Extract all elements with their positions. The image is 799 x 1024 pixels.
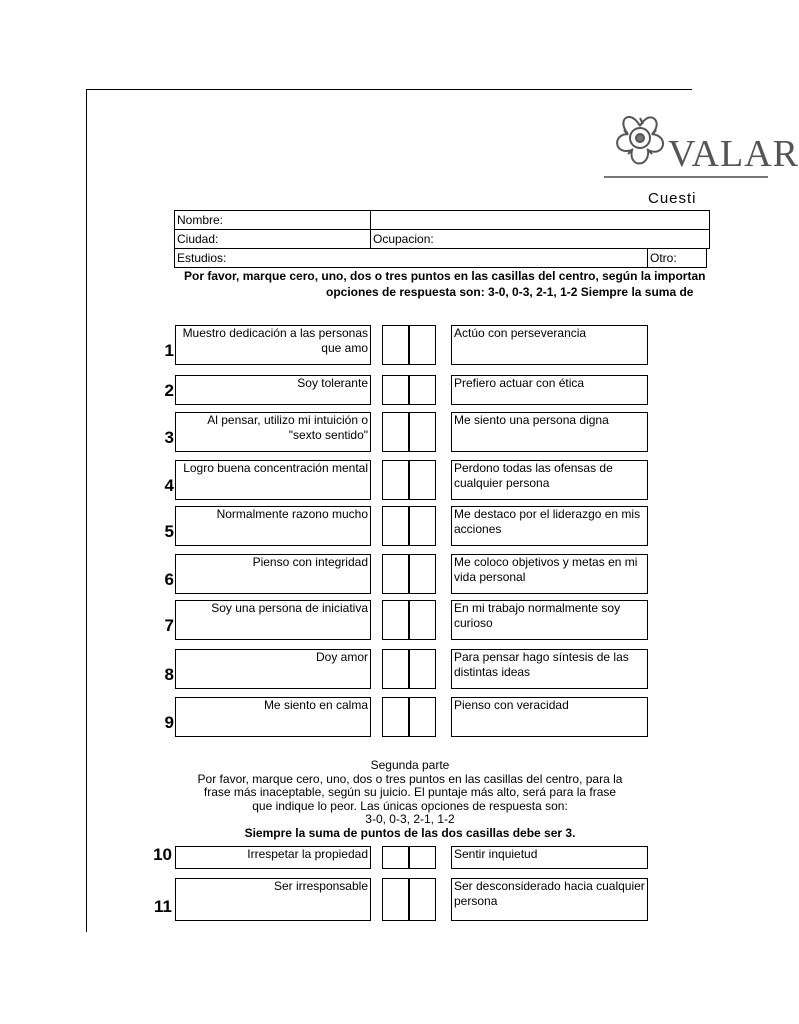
item-number: 6 xyxy=(164,570,174,589)
part2-line-4: 3-0, 0-3, 2-1, 1-2 xyxy=(365,812,455,826)
item-right-statement: Sentir inquietud xyxy=(451,846,648,869)
other-field[interactable]: Otro: xyxy=(647,248,707,268)
item-right-statement: Actúo con perseverancia xyxy=(451,325,648,365)
score-box-left[interactable] xyxy=(382,325,409,365)
page-frame-top xyxy=(86,89,692,90)
score-box-left[interactable] xyxy=(382,697,409,737)
item-right-statement: Me siento una persona digna xyxy=(451,412,648,452)
score-box-right[interactable] xyxy=(409,554,436,594)
item-number: 8 xyxy=(164,665,174,684)
name-field[interactable] xyxy=(370,210,710,230)
city-label: Ciudad: xyxy=(174,229,371,249)
item-left-statement: Al pensar, utilizo mi intuición o "sexto sentido" xyxy=(175,412,371,452)
item-right-statement: En mi trabajo normalmente soy curioso xyxy=(451,600,648,640)
item-number: 10 xyxy=(153,845,172,864)
score-box-right[interactable] xyxy=(409,412,436,452)
item-number: 4 xyxy=(164,476,174,495)
logo-underline xyxy=(604,176,768,178)
score-box-right[interactable] xyxy=(409,600,436,640)
part2-line-3: que indique lo peor. Las únicas opciones de respuesta son: xyxy=(252,798,568,813)
score-box-right[interactable] xyxy=(409,878,436,921)
logo-wordmark: VALAR xyxy=(668,133,799,175)
item-number: 11 xyxy=(154,897,172,916)
name-label: Nombre: xyxy=(174,210,371,230)
item-right-statement: Ser desconsiderado hacia cualquier persona xyxy=(451,878,648,921)
item-right-statement: Para pensar hago síntesis de las distintas ideas xyxy=(451,649,648,689)
score-box-right[interactable] xyxy=(409,460,436,500)
document-title: Cuesti xyxy=(648,190,697,207)
occupation-field[interactable]: Ocupacion: xyxy=(370,229,710,249)
score-box-right[interactable] xyxy=(409,506,436,546)
item-number: 5 xyxy=(164,522,174,541)
item-left-statement: Ser irresponsable xyxy=(175,878,371,921)
instructions-line-2: opciones de respuesta son: 3-0, 0-3, 2-1, 1-2 Siempre la suma de xyxy=(326,285,694,299)
item-left-statement: Pienso con integridad xyxy=(175,554,371,594)
score-box-right[interactable] xyxy=(409,846,436,869)
item-right-statement: Prefiero actuar con ética xyxy=(451,375,648,405)
part2-line-5: Siempre la suma de puntos de las dos casillas debe ser 3. xyxy=(244,825,576,840)
item-right-statement: Pienso con veracidad xyxy=(451,697,648,737)
item-left-statement: Logro buena concentración mental xyxy=(175,460,371,500)
item-number: 2 xyxy=(164,381,174,400)
item-left-statement: Normalmente razono mucho xyxy=(175,506,371,546)
item-number: 7 xyxy=(164,616,174,635)
score-box-left[interactable] xyxy=(382,375,409,405)
item-left-statement: Irrespetar la propiedad xyxy=(175,846,371,869)
studies-field[interactable]: Estudios: xyxy=(174,248,648,268)
page-frame-left xyxy=(86,89,87,932)
part2-instructions xyxy=(160,759,660,840)
part2-title: Segunda parte xyxy=(370,758,450,772)
score-box-left[interactable] xyxy=(382,878,409,921)
item-left-statement: Soy tolerante xyxy=(175,375,371,405)
score-box-left[interactable] xyxy=(382,412,409,452)
item-right-statement: Perdono todas las ofensas de cualquier persona xyxy=(451,460,648,500)
item-left-statement: Muestro dedicación a las personas que amo xyxy=(175,325,371,365)
item-number: 9 xyxy=(164,713,174,732)
item-right-statement: Me coloco objetivos y metas en mi vida personal xyxy=(451,554,648,594)
item-left-statement: Me siento en calma xyxy=(175,697,371,737)
score-box-right[interactable] xyxy=(409,697,436,737)
score-box-left[interactable] xyxy=(382,649,409,689)
item-right-statement: Me destaco por el liderazgo en mis acciones xyxy=(451,506,648,546)
item-number: 1 xyxy=(164,341,174,360)
part2-line-1: Por favor, marque cero, uno, dos o tres puntos en las casillas del centro, para la xyxy=(197,771,623,786)
item-number: 3 xyxy=(164,428,174,447)
item-left-statement: Soy una persona de iniciativa xyxy=(175,600,371,640)
score-box-right[interactable] xyxy=(409,649,436,689)
score-box-left[interactable] xyxy=(382,846,409,869)
score-box-left[interactable] xyxy=(382,506,409,546)
score-box-left[interactable] xyxy=(382,554,409,594)
part2-line-2: frase más inaceptable, según su juicio. El puntaje más alto, será para la frase xyxy=(203,785,617,799)
score-box-right[interactable] xyxy=(409,375,436,405)
instructions-line-1: Por favor, marque cero, uno, dos o tres puntos en las casillas del centro, según la importan xyxy=(184,269,706,283)
score-box-left[interactable] xyxy=(382,460,409,500)
score-box-right[interactable] xyxy=(409,325,436,365)
score-box-left[interactable] xyxy=(382,600,409,640)
item-left-statement: Doy amor xyxy=(175,649,371,689)
